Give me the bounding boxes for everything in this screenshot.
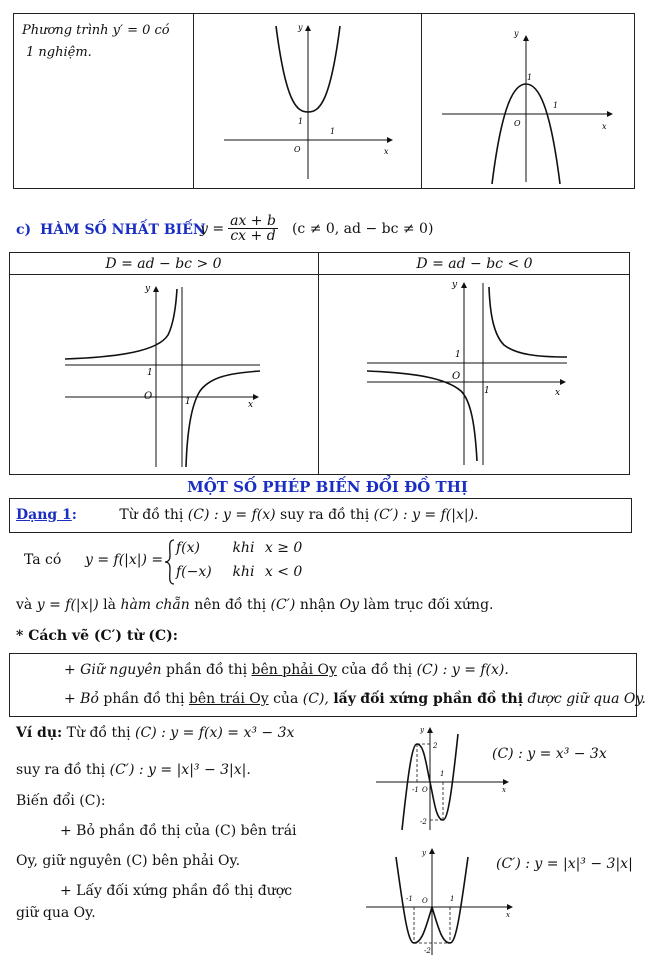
dang1-math-b: (C′) : y = f(|x|). [373,507,479,523]
rule2-i: qua Oy. [593,691,646,707]
y-axis-label: y [452,280,458,290]
hyperbola-graph-negative [319,275,629,474]
top-graph-upward-parabola [194,14,421,189]
x-axis-label: x [506,911,510,919]
case2-cond: x < 0 [264,564,303,580]
tick-label-one-x: 1 [553,101,559,110]
even-t4: nên đồ thị [194,597,267,613]
piecewise-brace [164,538,176,586]
rule2-e: (C), [302,691,329,707]
example-line-6: + Lấy đối xứng phần đồ thị được [60,883,293,899]
x-axis-label: x [555,388,561,398]
tick-label-one-x: 1 [330,127,336,136]
tick-label-one-y: 1 [147,368,153,378]
formula-condition: (c ≠ 0, ad − bc ≠ 0) [291,220,434,237]
ta-co-label: Ta có [24,552,62,568]
x-axis-label: x [384,147,389,156]
case1-khi: khi [232,540,255,556]
top-graph-downward-parabola [422,14,635,189]
tick-label-one-x: 1 [484,386,490,396]
cell-text-co: có [154,23,170,38]
dang1-colon: : [71,507,77,523]
origin-label: O [452,371,461,382]
hyperbola-branch-right [186,371,260,467]
y-axis-label: y [145,284,151,294]
tick-two: 2 [433,742,438,750]
piecewise-case-1 [176,540,302,556]
even-t2: là [103,597,116,613]
y-axis-label: y [514,29,519,38]
header-left: D = ad − bc > 0 [105,256,222,272]
formula-den: cx + d [230,228,276,244]
rule-1 [64,662,509,678]
rule1-c: bên phải Oy [251,662,337,678]
example-label: Ví dụ: [16,725,63,741]
origin-label: O [514,119,521,128]
example-graph-cubic [372,724,512,834]
origin-label: O [422,897,428,905]
example-l1-math: (C) : y = f(x) = x³ − 3x [135,725,295,741]
formula-fraction [228,214,278,243]
even-function-line [16,597,494,613]
piecewise-case-2 [176,564,302,580]
rule2-g: đối xứng phần đồ thị [360,691,524,707]
tick-label-one-y: 1 [298,117,304,126]
formula-lhs: y = [200,220,225,237]
tick-minus-two: -2 [420,818,427,826]
tick-minus-one: -1 [406,895,413,903]
example-graph1-label: (C) : y = x³ − 3x [492,746,607,762]
case2-khi: khi [232,564,255,580]
rule2-c: bên trái Oy [188,691,269,707]
rule1-b: phần đồ thị [165,662,248,678]
hyperbola-branch-left [65,289,177,359]
example-line-2 [16,762,251,778]
example-graph2-label: (C′) : y = |x|³ − 3|x| [496,856,633,872]
y-axis-label: y [420,726,424,734]
cell-text-line1: Phương trình [22,23,109,38]
rule-2 [64,691,646,707]
case1-cond: x ≥ 0 [264,540,303,556]
rule2-a: + Bỏ [64,691,99,707]
transform-heading: MỘT SỐ PHÉP BIẾN ĐỔI ĐỒ THỊ [187,478,468,496]
y-axis-label: y [422,849,426,857]
rule1-e: (C) : y = f(x). [416,662,509,678]
case1-f: f(x) [176,540,201,556]
example-l2-math: (C′) : y = |x|³ − 3|x|. [109,762,251,778]
hyperbola-branch-right [489,287,567,357]
dang1-content [16,507,479,523]
hyperbola-branch-left [367,371,477,461]
rule2-f: lấy [333,691,356,707]
tick-one: 1 [450,895,455,903]
even-m3: Oy [339,597,360,613]
example-l2-text: suy ra đồ thị [16,762,106,778]
example-line-1 [16,725,294,741]
even-t1: và [16,597,33,613]
dang1-label: Dạng 1 [16,507,72,523]
section-c-formula [200,214,433,243]
even-m2: (C′) [270,597,296,613]
even-t6: làm trục đối xứng. [363,597,494,613]
cach-ve-title: * Cách vẽ (C′) từ (C): [16,628,178,644]
ta-co-lhs: y = f(|x|) = [85,552,164,568]
origin-label: O [294,145,301,154]
even-t5: nhận [299,597,336,613]
hyperbola-graph-positive [10,275,318,474]
top-table-cell-text [22,20,170,64]
even-m1: y = f(|x|) [36,597,99,613]
formula-num: ax + b [230,213,276,229]
tick-minus-two: -2 [424,947,431,955]
dang1-text-a: Từ đồ thị [119,507,184,523]
section-c-heading [16,222,206,238]
rule2-b: phần đồ thị [103,691,185,707]
rule2-h: được giữ [527,691,589,707]
example-line-4: + Bỏ phần đồ thị của (C) bên trái [60,823,297,839]
example-line-7: giữ qua Oy. [16,905,96,921]
dang1-math-a: (C) : y = f(x) [187,507,276,523]
header-right: D = ad − bc < 0 [416,256,533,272]
section-c-label: c) [16,222,32,238]
x-axis-label: x [248,400,254,410]
case2-f: f(−x) [176,564,212,580]
y-axis-label: y [298,23,303,32]
example-line-3: Biến đổi (C): [16,793,106,809]
tick-label-one-x: 1 [185,397,191,407]
rule2-d: của [273,691,299,707]
origin-label: O [144,391,153,402]
origin-label: O [422,786,428,794]
dang1-text-b: suy ra đồ thị [280,507,370,523]
example-line-5: Oy, giữ nguyên (C) bên phải Oy. [16,853,241,869]
even-t3: hàm chẵn [120,597,190,613]
tick-label-one-y: 1 [527,73,533,82]
cell-text-line2: 1 nghiệm. [26,45,92,60]
tick-label-one-y: 1 [455,350,461,360]
tick-minus-one: -1 [412,786,419,794]
cell-math: y′ = 0 [112,23,151,38]
x-axis-label: x [502,786,506,794]
example-l1-text: Từ đồ thị [66,725,131,741]
rule1-d: của đồ thị [341,662,413,678]
rule1-a: + Giữ nguyên [64,662,162,678]
section-c-title: HÀM SỐ NHẤT BIẾN [40,222,206,238]
x-axis-label: x [602,122,607,131]
tick-one: 1 [440,770,445,778]
